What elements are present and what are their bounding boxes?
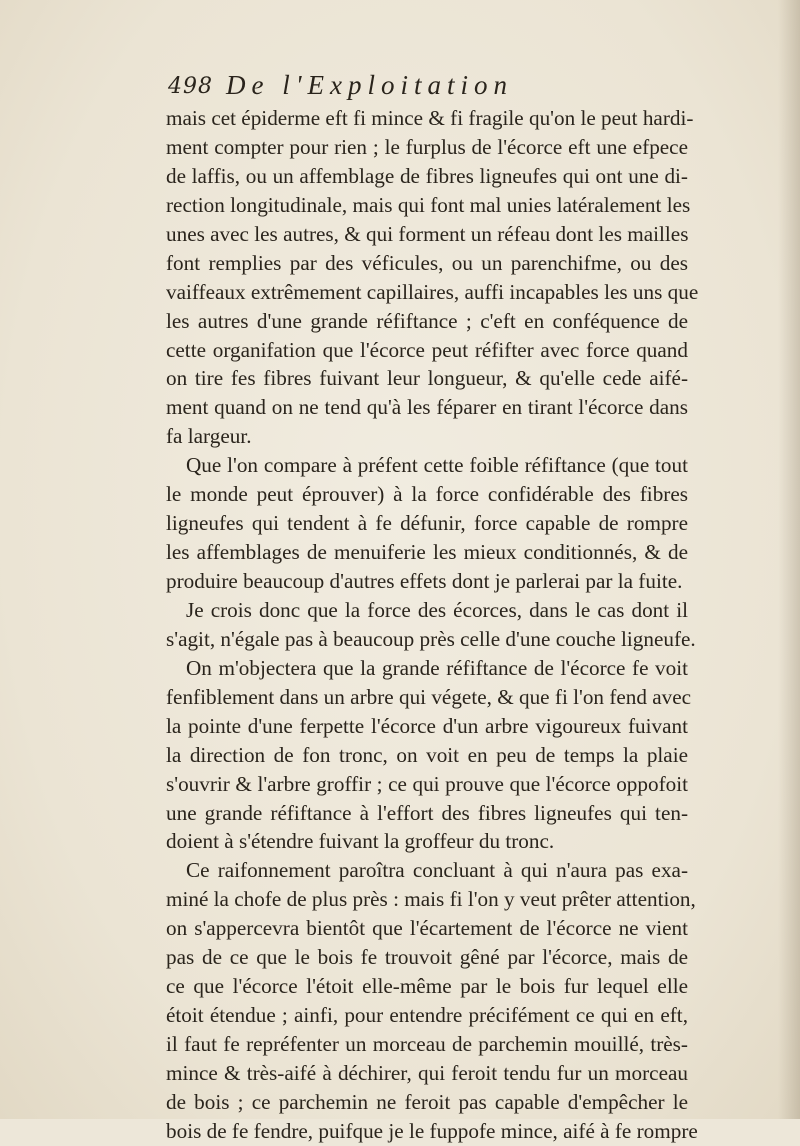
text-line: cette organifation que l'écorce peut réfifter avec force quand bbox=[166, 337, 688, 362]
text-line: fenfiblement dans un arbre qui végete, & que fi l'on fend avec bbox=[166, 684, 692, 709]
text-line: rection longitudinale, mais qui font mal unies latéralement les bbox=[166, 192, 691, 217]
text-line: produire beaucoup d'autres effets dont je parlerai par la fuite. bbox=[166, 569, 683, 593]
text-line: ligneufes qui tendent à fe défunir, force capable de rompre bbox=[166, 511, 688, 536]
page-number: 498 bbox=[168, 74, 213, 99]
text-line: pas de ce que le bois fe trouvoit gêné par l'écorce, mais de bbox=[166, 945, 688, 970]
text-line: unes avec les autres, & qui forment un réfeau dont les mailles bbox=[166, 221, 689, 246]
text-line: la pointe d'une ferpette l'écorce d'un arbre vigoureux fuivant bbox=[166, 713, 688, 738]
paragraph-start-line: On m'objectera que la grande réfiftance de l'écorce fe voit bbox=[186, 655, 688, 680]
text-line: de laffis, ou un affemblage de fibres ligneufes qui ont une di- bbox=[166, 163, 688, 188]
text-line: s'ouvrir & l'arbre groffir ; ce qui prouve que l'écorce oppofoit bbox=[166, 771, 688, 796]
text-line: ce que l'écorce l'étoit elle-même par le bois fur lequel elle bbox=[166, 974, 688, 999]
text-line: on s'appercevra bientôt que l'écartement de l'écorce ne vient bbox=[166, 916, 688, 941]
text-line: doient à s'étendre fuivant la groffeur du tronc. bbox=[166, 829, 555, 854]
running-title: De l'Exploitation bbox=[226, 70, 513, 100]
text-line: font remplies par des véficules, ou un parenchifme, ou des bbox=[166, 250, 688, 275]
page-edge-shadow bbox=[778, 0, 800, 1119]
text-line: fa largeur. bbox=[166, 424, 252, 449]
text-line: miné la chofe de plus près : mais fi l'on y veut prêter attention, bbox=[166, 887, 696, 912]
text-line: de bois ; ce parchemin ne feroit pas capable d'empêcher le bbox=[166, 1089, 688, 1114]
text-line: une grande réfiftance à l'effort des fibres ligneufes qui ten- bbox=[166, 800, 688, 825]
page-header bbox=[168, 70, 668, 106]
text-line: ment quand on ne tend qu'à les féparer en tirant l'écorce dans bbox=[166, 395, 688, 420]
text-line: il faut fe repréfenter un morceau de parchemin mouillé, très- bbox=[166, 1032, 688, 1056]
text-line: les autres d'une grande réfiftance ; c'eft en conféquence de bbox=[166, 308, 688, 333]
text-line: vaiffeaux extrêmement capillaires, auffi incapables les uns que bbox=[166, 279, 699, 304]
text-line: mais cet épiderme eft fi mince & fi fragile qu'on le peut hardi- bbox=[166, 106, 694, 130]
text-line: le monde peut éprouver) à la force confidérable des fibres bbox=[166, 482, 688, 507]
text-line: mince & très-aifé à déchirer, qui feroit tendu fur un morceau bbox=[166, 1060, 688, 1085]
text-line: les affemblages de menuiferie les mieux conditionnés, & de bbox=[166, 540, 688, 565]
paragraph-start-line: Que l'on compare à préfent cette foible réfiftance (que tout bbox=[186, 453, 688, 478]
text-line: ment compter pour rien ; le furplus de l'écorce eft une efpece bbox=[166, 134, 688, 159]
text-line: s'agit, n'égale pas à beaucoup près celle d'une couche ligneufe. bbox=[166, 626, 696, 651]
text-line: étoit étendue ; ainfi, pour entendre précifément ce qui en eft, bbox=[166, 1003, 688, 1028]
paragraph-start-line: Ce raifonnement paroîtra concluant à qui n'aura pas exa- bbox=[186, 858, 688, 883]
paragraph-start-line: Je crois donc que la force des écorces, dans le cas dont il bbox=[186, 597, 688, 622]
text-line: la direction de fon tronc, on voit en peu de temps la plaie bbox=[166, 742, 688, 767]
body-text bbox=[166, 104, 699, 1146]
text-line: on tire fes fibres fuivant leur longueur, & qu'elle cede aifé- bbox=[166, 366, 688, 391]
text-line: bois de fe fendre, puifque je le fuppofe mince, aifé à fe rompre bbox=[166, 1118, 698, 1143]
